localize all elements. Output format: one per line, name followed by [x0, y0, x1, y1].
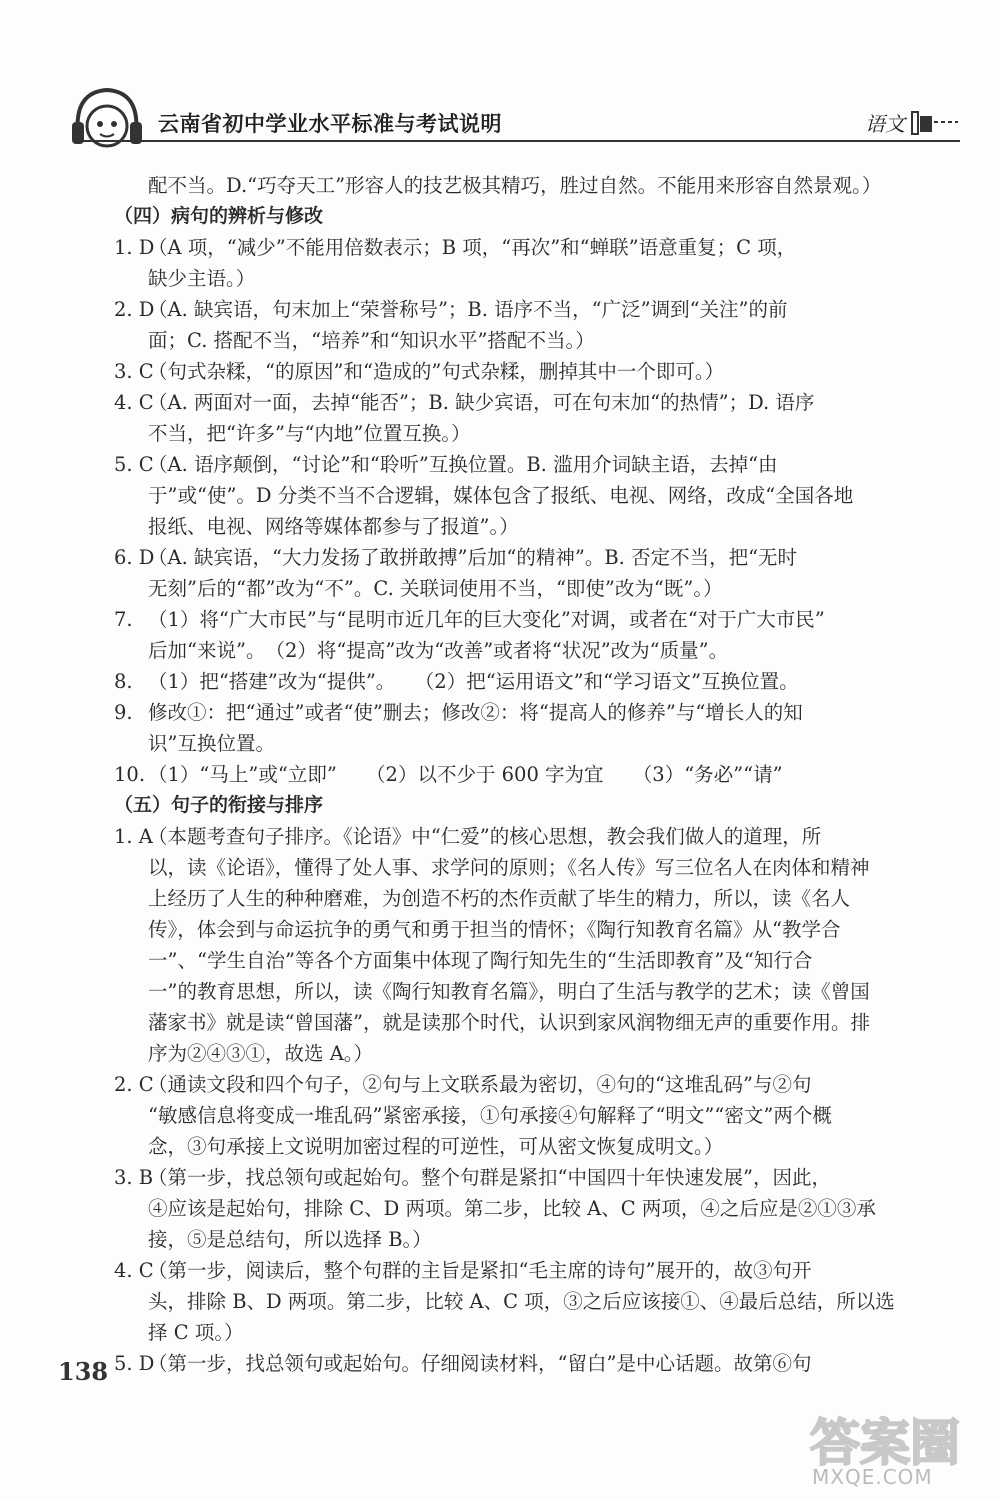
answer-number: 5. D [114, 1352, 155, 1375]
answer-continuation: 择 C 项。） [148, 1321, 244, 1344]
watermark-text: MXQE.COM [812, 1465, 933, 1489]
answer-item [114, 294, 944, 325]
answer-number: 5. C [114, 453, 154, 476]
answer-number: 8. [114, 670, 133, 693]
answer-text: （A. 缺宾语，句末加上“荣誉称号”；B. 语序不当，“广泛”调到“关注”的前 [148, 298, 788, 321]
answer-item [114, 697, 944, 728]
page-header [70, 78, 960, 148]
answer-item [114, 387, 944, 418]
answer-number: 10. [114, 763, 146, 786]
answer-continuation: 缺少主语。） [148, 267, 256, 290]
answer-text: （本题考查句子排序。《论语》中“仁爱”的核心思想，教会我们做人的道理，所 [148, 825, 822, 848]
answer-item [114, 821, 944, 852]
answer-item [114, 232, 944, 263]
answer-number: 2. C [114, 1073, 154, 1096]
answer-number: 7. [114, 608, 133, 631]
answer-continuation: 配不当。D.“巧夺天工”形容人的技艺极其精巧，胜过自然。不能用来形容自然景观。） [148, 174, 882, 197]
answer-text: （A. 两面对一面，去掉“能否”；B. 缺少宾语，可在句末加“的热情”；D. 语序 [148, 391, 815, 414]
answer-text: （A 项，“减少”不能用倍数表示；B 项，“再次”和“蝉联”语意重复；C 项， [148, 236, 797, 259]
answer-number: 3. B [114, 1166, 154, 1189]
answer-text: （第一步，找总领句或起始句。整个句群是紧扣“中国四十年快速发展”，因此， [148, 1166, 831, 1189]
answer-text: （通读文段和四个句子，②句与上文联系最为密切，④句的“这堆乱码”与②句 [148, 1073, 812, 1096]
answer-number: 4. C [114, 391, 154, 414]
answer-item [114, 356, 944, 387]
answer-continuation: 一”的教育思想，所以，读《陶行知教育名篇》，明白了生活与教学的艺术；读《曾国 [148, 980, 870, 1003]
answer-continuation: 于”或“使”。D 分类不当不合逻辑，媒体包含了报纸、电视、网络，改成“全国各地 [148, 484, 854, 507]
header-divider [75, 140, 960, 142]
section-heading: （五）句子的衔接与排序 [114, 794, 324, 816]
answer-item [114, 666, 944, 697]
answer-number: 9. [114, 701, 133, 724]
answer-text: （A. 缺宾语，“大力发扬了敢拼敢搏”后加“的精神”。B. 否定不当，把“无时 [148, 546, 798, 569]
answer-continuation: ④应该是起始句，排除 C、D 两项。第二步，比较 A、C 两项，④之后应是②①③承 [148, 1197, 876, 1220]
answer-continuation: 一”、“学生自治”等各个方面集中体现了陶行知先生的“生活即教育”及“知行合 [148, 949, 813, 972]
answer-text: （1）“马上”或“立即” （2）以不少于 600 字为宜 （3）“务必”“请” [148, 763, 783, 786]
answer-item [114, 1348, 944, 1379]
answer-number: 2. D [114, 298, 155, 321]
book-title: 云南省初中学业水平标准与考试说明 [158, 112, 502, 136]
answer-continuation: 无刻”后的“都”改为“不”。C. 关联词使用不当，“即使”改为“既”。） [148, 577, 723, 600]
answer-content [114, 170, 944, 1379]
answer-continuation: 面；C. 搭配不当，“培养”和“知识水平”搭配不当。） [148, 329, 595, 352]
answer-text: （A. 语序颠倒，“讨论”和“聆听”互换位置。B. 滥用介词缺主语，去掉“由 [148, 453, 778, 476]
answer-continuation: 传》，体会到与命运抗争的勇气和勇于担当的情怀；《陶行知教育名篇》从“教学合 [148, 918, 841, 941]
answer-item [114, 542, 944, 573]
header-decoration-icon [910, 108, 960, 138]
answer-item [114, 1069, 944, 1100]
section-heading: （四）病句的辨析与修改 [114, 205, 324, 227]
answer-continuation: 念，③句承接上文说明加密过程的可逆性，可从密文恢复成明文。） [148, 1135, 724, 1158]
answer-continuation: 后加“来说”。 （2）将“提高”改为“改善”或者将“状况”改为“质量”。 [148, 639, 729, 662]
answer-continuation: 头，排除 B、D 两项。第二步，比较 A、C 项，③之后应该接①、④最后总结，所以选 [148, 1290, 895, 1313]
answer-text: 修改①：把“通过”或者“使”删去；修改②：将“提高人的修养”与“增长人的知 [148, 701, 803, 724]
answer-item [114, 604, 944, 635]
answer-continuation: 序为②④③①，故选 A。） [148, 1042, 374, 1065]
answer-continuation: 不当，把“许多”与“内地”位置互换。） [148, 422, 471, 445]
answer-item [114, 1162, 944, 1193]
answer-item [114, 759, 944, 790]
answer-continuation: 藩家书》就是读“曾国藩”，就是读那个时代，认识到家风润物细无声的重要作用。排 [148, 1011, 870, 1034]
answer-item [114, 449, 944, 480]
answer-text: （1）将“广大市民”与“昆明市近几年的巨大变化”对调，或者在“对于广大市民” [148, 608, 825, 631]
answer-text: （第一步，阅读后，整个句群的主旨是紧扣“毛主席的诗句”展开的，故③句开 [148, 1259, 812, 1282]
answer-item [114, 1255, 944, 1286]
answer-continuation: 以，读《论语》，懂得了处人事、求学问的原则；《名人传》写三位名人在肉体和精神 [148, 856, 870, 879]
answer-number: 1. D [114, 236, 155, 259]
answer-text: （1）把“搭建”改为“提供”。 （2）把“运用语文”和“学习语文”互换位置。 [148, 670, 799, 693]
page-number: 138 [58, 1357, 109, 1386]
answer-number: 1. A [114, 825, 153, 848]
answer-continuation: 接，⑤是总结句，所以选择 B。） [148, 1228, 432, 1251]
watermark-logo-text: 答案圈 [810, 1414, 960, 1472]
answer-number: 3. C [114, 360, 154, 383]
answer-number: 4. C [114, 1259, 154, 1282]
answer-continuation: 上经历了人生的种种磨难，为创造不朽的杰作贡献了毕生的精力，所以，读《名人 [148, 887, 851, 910]
answer-continuation: 报纸、电视、网络等媒体都参与了报道”。） [148, 515, 519, 538]
answer-number: 6. D [114, 546, 155, 569]
answer-continuation: “敏感信息将变成一堆乱码”紧密承接，①句承接④句解释了“明文”“密文”两个概 [148, 1104, 832, 1127]
answer-text: （第一步，找总领句或起始句。仔细阅读材料，“留白”是中心话题。故第⑥句 [148, 1352, 812, 1375]
subject-label: 语文 [865, 112, 905, 136]
answer-continuation: 识”互换位置。 [148, 732, 275, 755]
answer-text: （句式杂糅，“的原因”和“造成的”句式杂糅，删掉其中一个即可。） [148, 360, 725, 383]
